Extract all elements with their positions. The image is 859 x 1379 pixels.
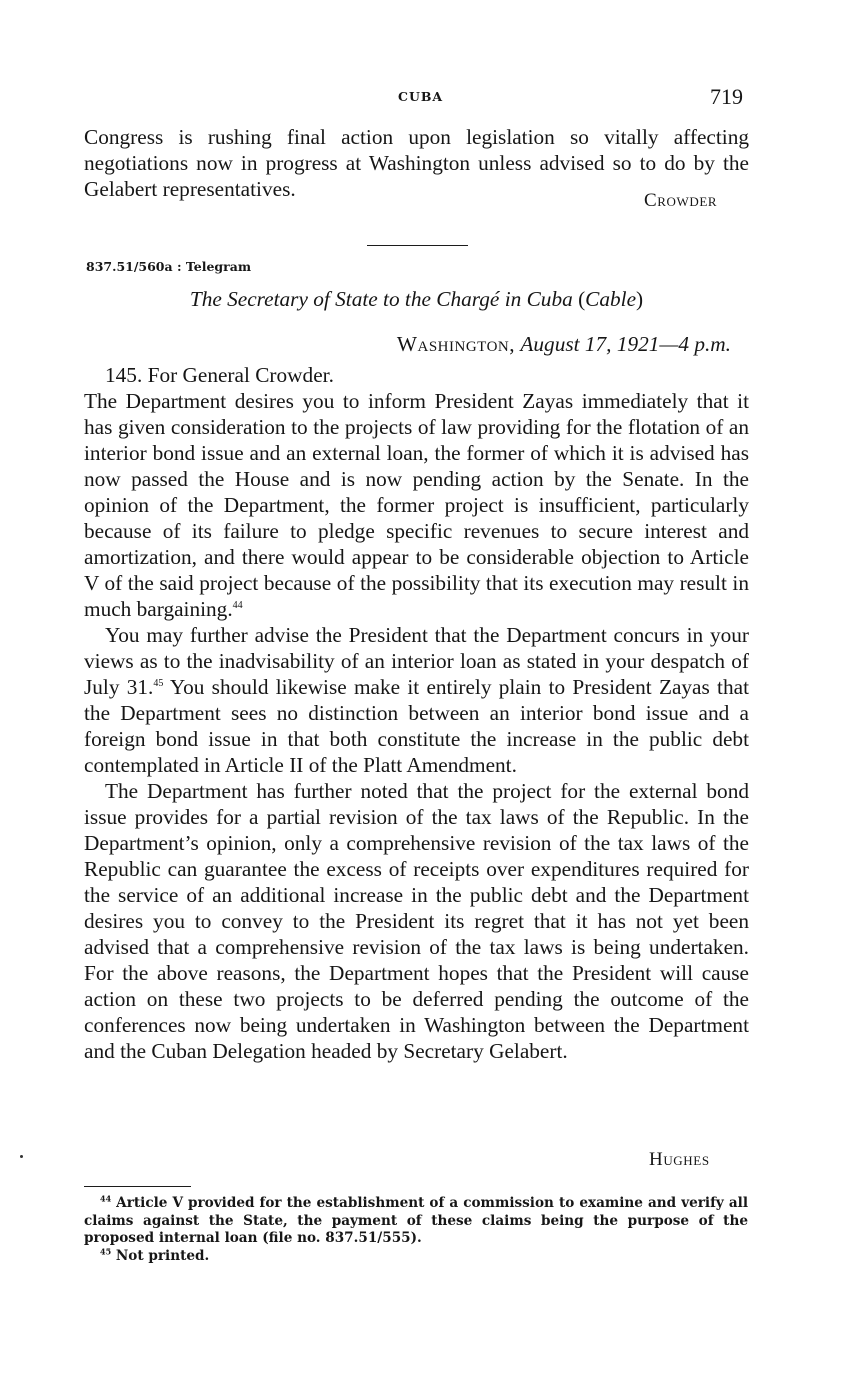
section-divider — [367, 245, 468, 246]
stray-ink-dot — [20, 1155, 23, 1158]
page-number: 719 — [710, 84, 743, 109]
title-paren-open: ( — [578, 287, 586, 311]
footnote-ref-44: 44 — [232, 600, 243, 611]
file-number: 837.51/560a : Telegram — [86, 259, 252, 274]
footnote-mark: 45 — [100, 1245, 112, 1256]
footnote-rule — [84, 1186, 191, 1187]
title-cable: Cable — [585, 287, 637, 311]
paragraph-1: The Department desires you to inform President Zayas immediately that it has given consideration to the projects of law providing for the flotation of an interior bond issue and an external loan, the former of which it is advised has now passed the House and is now pending action by the Senate. In the opinion of the Department, the former project is insufficient, particularly because of its failure to pledge specific revenues to secure interest and amortization, and there would appear to be considerable objection to Article V of the said project because of the possibility that its execution may result in much bargaining.$^{44}$ — [84, 389, 749, 621]
signature-crowder: Crowder — [644, 190, 718, 211]
opening-line: 145. For General Crowder. — [105, 363, 334, 387]
dateline-date: August 17, 1921—4 p.m. — [520, 332, 731, 356]
footnote-mark: 44 — [100, 1193, 112, 1204]
running-head — [0, 84, 859, 108]
dateline-place: Washington, — [396, 332, 516, 356]
footnote-ref-45: 45 — [153, 678, 164, 689]
running-title: CUBA — [398, 89, 444, 104]
closing-paragraph: Congress is rushing final action upon legislation so vitally affecting negotiations now in progress at Washington unless advised so to do by the Gelabert representatives. — [84, 125, 749, 201]
footnotes — [84, 1195, 748, 1265]
document-title — [84, 287, 749, 312]
footnote-45: $^{45}$ Not printed. — [100, 1245, 210, 1264]
signature-hughes: Hughes — [649, 1149, 710, 1170]
telegram-body — [84, 362, 749, 1064]
paragraph-2: You may further advise the President that the Department concurs in your views as to the inadvisability of an interior loan as stated in your despatch of July 31.45 You should likewise make it entirely plain to President Zayas that the Department sees no distinction between an interior bond issue and a foreign bond issue in that both constitute the increase in the public debt contemplated in Article II of the Platt Amendment. — [84, 623, 749, 777]
footnote-44: $^{44}$ Article V provided for the establishment of a commission to examine and verify all claims against the State, the payment of these claims being the purpose of the proposed internal loan (file no. 837.51/555). — [84, 1193, 748, 1246]
title-main: The Secretary of State to the Chargé in Cuba — [189, 287, 573, 311]
title-paren-close: ) — [636, 287, 644, 311]
dateline — [356, 332, 731, 357]
paragraph-3: The Department has further noted that the project for the external bond issue provides for a partial revision of the tax laws of the Republic. In the Department’s opinion, only a comprehensive revision of the tax laws of the Republic can guarantee the excess of receipts over expenditures required for the service of an additional increase in the public debt and the Department desires you to convey to the President its regret that it has not yet been advised that a comprehensive revision of the tax laws is being undertaken. For the above reasons, the Department hopes that the President will cause action on these two projects to be deferred pending the outcome of the conferences now being undertaken in Washington between the Department and the Cuban Delegation headed by Secretary Gelabert. — [84, 779, 749, 1063]
